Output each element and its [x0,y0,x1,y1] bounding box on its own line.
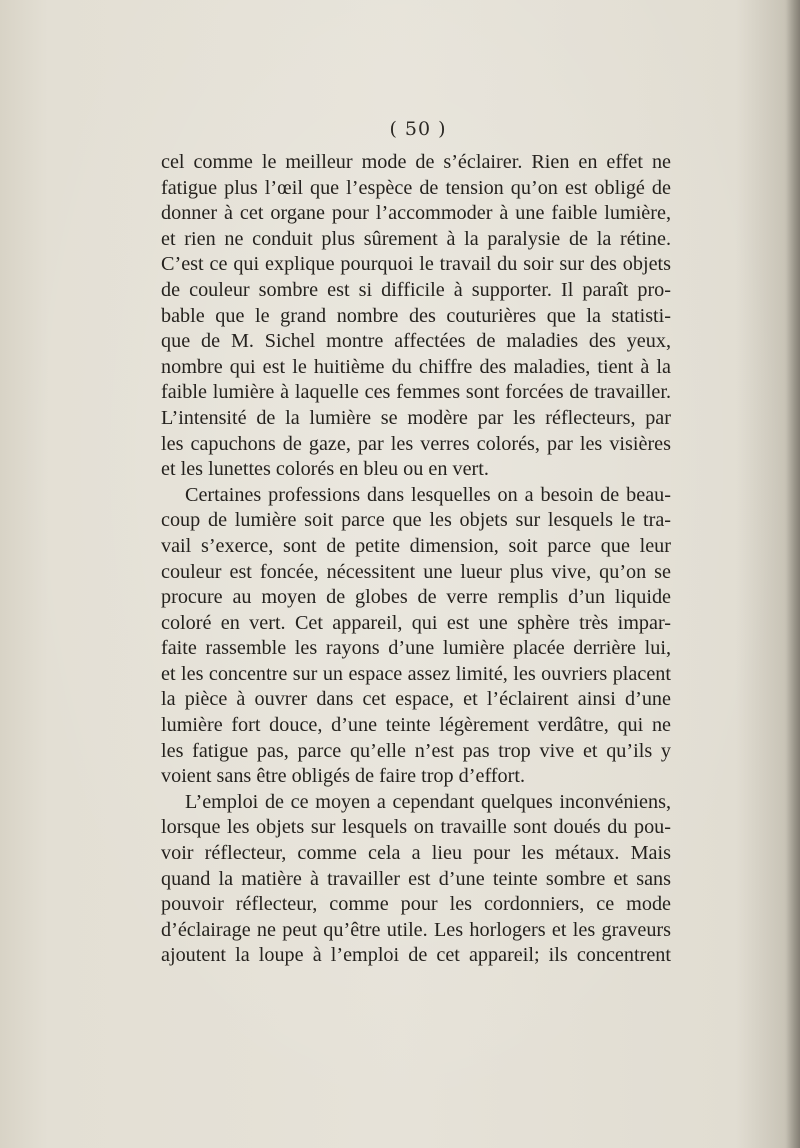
text-line: Certaines professions dans lesquelles on a besoin de beau- [185,483,671,506]
text-line: voient sans être obligés de faire trop d’effort. [161,765,525,788]
text-line: cel comme le meilleur mode de s’éclairer. Rien en effet ne [161,151,671,173]
text-line: lumière fort douce, d’une teinte légèrement verdâtre, qui ne [161,714,671,737]
page-edge-shadow [786,0,800,1148]
text-line: bable que le grand nombre des couturières que la statisti- [161,304,671,327]
text-line: nombre qui est le huitième du chiffre des maladies, tient à la [161,355,671,378]
text-line: L’intensité de la lumière se modère par les réflecteurs, par [161,406,671,429]
text-line: de couleur sombre est si difficile à supporter. Il paraît pro- [161,278,671,301]
text-line: les fatigue pas, parce qu’elle n’est pas trop vive et qu’ils y [161,739,671,762]
text-line: d’éclairage ne peut qu’être utile. Les horlogers et les graveurs [161,918,671,941]
text-line: coloré en vert. Cet appareil, qui est une sphère très impar- [161,611,671,634]
text-line: procure au moyen de globes de verre remplis d’un liquide [161,586,671,609]
text-line: fatigue plus l’œil que l’espèce de tension qu’on est obligé de [161,176,671,199]
text-line: lorsque les objets sur lesquels on travaille sont doués du pou- [161,816,671,839]
text-line: donner à cet organe pour l’accommoder à une faible lumière, [161,202,671,225]
text-line: L’emploi de ce moyen a cependant quelques inconvéniens, [185,790,671,813]
text-line: voir réflecteur, comme cela a lieu pour les métaux. Mais [161,842,671,865]
text-line: et les concentre sur un espace assez limité, les ouvriers placent [161,662,671,685]
text-line: faite rassemble les rayons d’une lumière placée derrière lui, [161,637,671,660]
page-number: ( 50 ) [389,118,447,140]
text-line: coup de lumière soit parce que les objets sur lesquels le tra- [161,509,671,532]
text-line: vail s’exerce, sont de petite dimension, soit parce que leur [161,534,671,557]
text-line: quand la matière à travailler est d’une teinte sombre et sans [161,867,671,890]
text-line: C’est ce qui explique pourquoi le travail du soir sur des objets [161,253,671,276]
body-text [161,150,671,969]
text-line: couleur est foncée, nécessitent une lueur plus vive, qu’on se [161,560,671,583]
text-line: pouvoir réflecteur, comme pour les cordonniers, ce mode [161,893,671,916]
text-line: et rien ne conduit plus sûrement à la paralysie de la rétine. [161,227,671,250]
text-line: la pièce à ouvrer dans cet espace, et l’éclairent ainsi d’une [161,688,671,711]
text-line: les capuchons de gaze, par les verres colorés, par les visières [161,432,671,455]
text-line: faible lumière à laquelle ces femmes sont forcées de travailler. [161,381,671,404]
text-line: que de M. Sichel montre affectées de maladies des yeux, [161,330,671,353]
text-line: et les lunettes colorés en bleu ou en vert. [161,458,489,481]
text-line: ajoutent la loupe à l’emploi de cet appareil; ils concentrent [161,944,671,967]
